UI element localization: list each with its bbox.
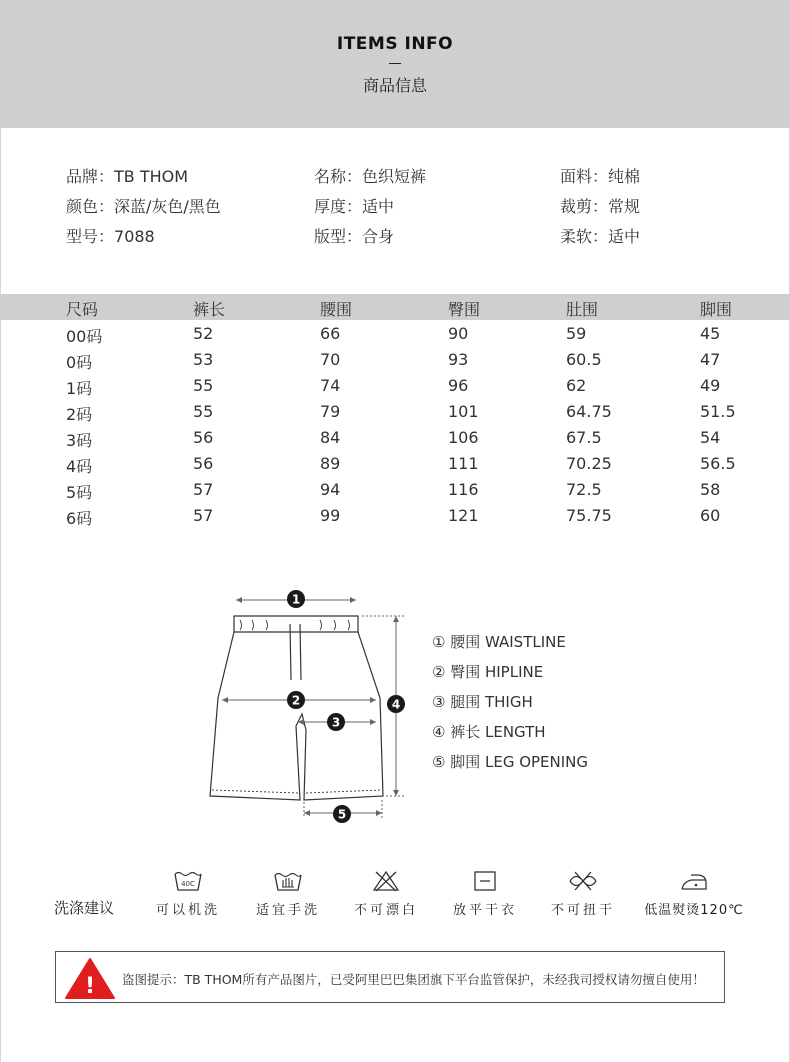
svg-text:40C: 40C — [181, 880, 195, 888]
cell-waist: 89 — [320, 454, 341, 473]
care-label: 不可漂白 — [353, 903, 418, 918]
legend-hipline: ② 臀围 HIPLINE — [432, 663, 544, 681]
no-bleach-icon — [371, 870, 401, 892]
cell-leg-opening: 54 — [700, 428, 721, 447]
hand-wash-icon — [273, 870, 303, 892]
table-row — [0, 426, 790, 452]
cell-waist: 94 — [320, 480, 341, 499]
legend-leg-opening: ⑤ 脚围 LEG OPENING — [432, 753, 589, 771]
cell-belly: 60.5 — [566, 350, 602, 369]
info-item-fabric: 面料：纯棉 — [560, 167, 641, 186]
table-row — [0, 348, 790, 374]
cell-leg-opening: 47 — [700, 350, 721, 369]
info-item-fit: 版型：合身 — [314, 227, 395, 246]
info-item-cut: 裁剪：常规 — [560, 197, 641, 216]
cell-belly: 75.75 — [566, 506, 612, 525]
cell-size: 0码 — [66, 353, 93, 372]
info-item-color: 颜色：深蓝/灰色/黑色 — [66, 197, 221, 216]
svg-text:!: ! — [84, 974, 96, 999]
cell-waist: 79 — [320, 402, 341, 421]
care-label: 适宜手洗 — [255, 903, 320, 918]
cell-size: 6码 — [66, 509, 93, 528]
cell-hip: 106 — [448, 428, 479, 447]
cell-leg-opening: 49 — [700, 376, 721, 395]
marker-thigh — [327, 713, 345, 731]
col-header-belly: 肚围 — [566, 300, 599, 319]
cell-hip: 121 — [448, 506, 479, 525]
col-header-leg-opening: 脚围 — [700, 300, 733, 319]
shorts-measurement-diagram — [0, 580, 460, 830]
cell-belly: 72.5 — [566, 480, 602, 499]
copyright-notice — [55, 951, 725, 1003]
cell-leg-opening: 45 — [700, 324, 721, 343]
svg-text:3: 3 — [331, 715, 341, 730]
legend-thigh: ③ 腿围 THIGH — [432, 693, 533, 711]
care-label: 低温熨烫120℃ — [644, 903, 744, 918]
marker-length — [387, 695, 405, 713]
table-row — [0, 452, 790, 478]
header-title: ITEMS INFO — [336, 34, 454, 54]
care-item-no-bleach — [336, 870, 436, 918]
care-label: 不可扭干 — [550, 903, 615, 918]
marker-leg-opening — [333, 805, 351, 823]
cell-length: 57 — [193, 506, 214, 525]
svg-text:4: 4 — [391, 697, 401, 712]
col-header-length: 裤长 — [193, 300, 226, 319]
warning-icon — [64, 956, 116, 1000]
cell-length: 55 — [193, 402, 214, 421]
low-iron-icon — [679, 870, 709, 892]
care-item-no-wring — [533, 870, 633, 918]
cell-length: 52 — [193, 324, 214, 343]
cell-hip: 111 — [448, 454, 479, 473]
table-row — [0, 322, 790, 348]
info-item-name: 名称：色织短裤 — [314, 167, 427, 186]
table-row — [0, 504, 790, 530]
machine-wash-icon — [173, 870, 203, 892]
svg-text:1: 1 — [291, 592, 301, 607]
cell-hip: 96 — [448, 376, 469, 395]
cell-waist: 99 — [320, 506, 341, 525]
care-label: 放平干衣 — [452, 903, 517, 918]
header-subtitle: 商品信息 — [362, 76, 427, 95]
size-table-header — [0, 294, 790, 320]
cell-hip: 93 — [448, 350, 469, 369]
cell-length: 56 — [193, 428, 214, 447]
header-divider — [389, 63, 401, 64]
cell-waist: 84 — [320, 428, 341, 447]
cell-waist: 66 — [320, 324, 341, 343]
col-header-hip: 臀围 — [448, 300, 481, 319]
legend-waistline: ① 腰围 WAISTLINE — [432, 633, 566, 651]
cell-hip: 90 — [448, 324, 469, 343]
care-item-low-iron — [640, 870, 748, 918]
cell-leg-opening: 60 — [700, 506, 721, 525]
svg-text:5: 5 — [337, 807, 347, 822]
care-label: 可以机洗 — [155, 903, 220, 918]
cell-hip: 116 — [448, 480, 479, 499]
cell-size: 4码 — [66, 457, 93, 476]
info-row — [0, 194, 790, 218]
marker-waist — [287, 590, 305, 608]
cell-size: 3码 — [66, 431, 93, 450]
cell-waist: 74 — [320, 376, 341, 395]
cell-length: 53 — [193, 350, 214, 369]
care-item-hand-wash — [238, 870, 338, 918]
cell-size: 5码 — [66, 483, 93, 502]
items-info-header — [0, 0, 790, 128]
cell-length: 55 — [193, 376, 214, 395]
info-item-brand: 品牌：TB THOM — [66, 167, 189, 186]
svg-text:2: 2 — [291, 693, 301, 708]
cell-belly: 70.25 — [566, 454, 612, 473]
cell-length: 57 — [193, 480, 214, 499]
cell-belly: 62 — [566, 376, 587, 395]
info-row — [0, 164, 790, 188]
legend-length: ④ 裤长 LENGTH — [432, 723, 546, 741]
col-header-waist: 腰围 — [320, 300, 353, 319]
table-row — [0, 478, 790, 504]
cell-leg-opening: 51.5 — [700, 402, 736, 421]
cell-length: 56 — [193, 454, 214, 473]
notice-text: 盗图提示：TB THOM所有产品图片，已受阿里巴巴集团旗下平台监管保护，未经我司授权请勿擅自使用！ — [122, 972, 705, 987]
cell-belly: 64.75 — [566, 402, 612, 421]
table-row — [0, 400, 790, 426]
cell-hip: 101 — [448, 402, 479, 421]
care-item-machine-wash — [138, 870, 238, 918]
table-row — [0, 374, 790, 400]
info-item-thickness: 厚度：适中 — [314, 197, 395, 216]
cell-size: 1码 — [66, 379, 93, 398]
no-wring-icon — [566, 870, 600, 892]
info-item-softness: 柔软：适中 — [560, 227, 641, 246]
dry-flat-icon — [470, 870, 500, 892]
col-header-size: 尺码 — [66, 300, 99, 319]
info-row — [0, 224, 790, 248]
cell-waist: 70 — [320, 350, 341, 369]
cell-belly: 67.5 — [566, 428, 602, 447]
info-item-model: 型号：7088 — [66, 227, 155, 246]
care-item-dry-flat — [435, 870, 535, 918]
care-title: 洗涤建议 — [54, 899, 115, 917]
cell-size: 2码 — [66, 405, 93, 424]
cell-leg-opening: 56.5 — [700, 454, 736, 473]
marker-hip — [287, 691, 305, 709]
cell-leg-opening: 58 — [700, 480, 721, 499]
cell-size: 00码 — [66, 327, 103, 346]
cell-belly: 59 — [566, 324, 587, 343]
shorts-outline — [210, 632, 383, 800]
